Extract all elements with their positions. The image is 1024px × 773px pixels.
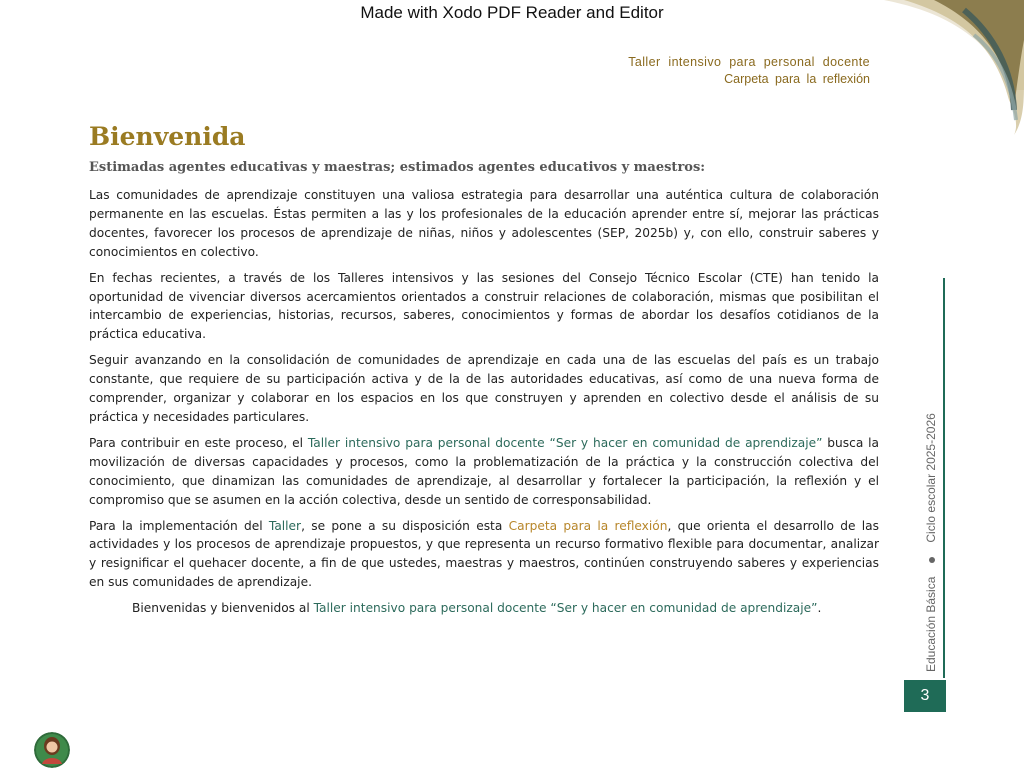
carpeta-ref: Carpeta para la reflexión xyxy=(508,518,668,533)
closing-line xyxy=(89,599,879,618)
p4-text-a: Para contribuir en este proceso, el xyxy=(89,435,308,450)
sidebar-rule xyxy=(943,278,945,678)
sidebar-level: Educación Básica xyxy=(924,576,938,672)
sidebar-cycle: Ciclo escolar 2025-2026 xyxy=(924,413,938,543)
corner-decoration xyxy=(864,0,1024,140)
running-header xyxy=(628,54,870,88)
closing-text-a: Bienvenidas y bienvenidos al xyxy=(132,601,314,616)
page-title: Bienvenida xyxy=(89,122,246,151)
greeting: Estimadas agentes educativas y maestras; estimados agentes educativos y maestros: xyxy=(89,160,706,175)
paragraph-4 xyxy=(89,434,879,510)
document-body xyxy=(89,186,879,625)
page-number: 3 xyxy=(904,680,946,712)
p5-text-c: , que orienta el desarrollo de las actividades y los procesos de aprendizaje propuestos, y que representa un recurso formativo flexible para documentar, analizar y resignificar el quehacer docente, a fin de que ustedes, maestras y maestros, continúen construyendo saberes y experiencias en sus comunidades de aprendizaje. xyxy=(89,518,879,590)
closing-workshop-ref: Taller intensivo para personal docente “Ser y hacer en comunidad de aprendizaje” xyxy=(313,601,818,616)
taller-ref: Taller xyxy=(268,518,302,533)
teacher-avatar-icon[interactable] xyxy=(34,732,70,768)
header-workshop: Taller intensivo para personal docente xyxy=(628,55,870,69)
paragraph-1: Las comunidades de aprendizaje constituyen una valiosa estrategia para desarrollar una auténtica cultura de colaboración permanente en las escuelas. Éstas permiten a las y los profesionales de la educación aprender entre sí, mejorar las prácticas docentes, favorecer los procesos de aprendizaje de niñas, niños y adolescentes (SEP, 2025b) y, con ello, construir saberes y conocimientos en colectivo. xyxy=(89,188,879,259)
bullet-dot-icon xyxy=(929,557,935,563)
p5-text-a: Para la implementación del xyxy=(89,518,269,533)
paragraph-3: Seguir avanzando en la consolidación de comunidades de aprendizaje en cada una de las escuelas del país es un trabajo constante, que requiere de su participación activa y de la de las autoridades educativas, así como de una nueva forma de comprender, organizar y colaborar en los espacios en los que construyen y aprenden en colectivo desde el análisis de su práctica y necesidades particulares. xyxy=(89,353,879,424)
p4-text-b: busca la movilización de diversas capacidades y procesos, como la problematización de la práctica y la construcción colectiva del conocimiento, que dinamizan las comunidades de aprendizaje, al desarrollar y fortalecer la participación, la reflexión y el compromiso que se asumen en la acción colectiva, desde un sentido de corresponsabilidad. xyxy=(89,435,879,507)
paragraph-2: En fechas recientes, a través de los Talleres intensivos y las sesiones del Consejo Técnico Escolar (CTE) han tenido la oportunidad de vivenciar diversos acercamientos orientados a construir relaciones de colaboración, mismas que posibilitan el intercambio de experiencias, historias, recursos, saberes, conocimientos y formas de abordar los desafíos cotidianos de la práctica educativa. xyxy=(89,270,879,342)
xodo-watermark: Made with Xodo PDF Reader and Editor xyxy=(360,3,664,22)
workshop-title-ref: Taller intensivo para personal docente “Ser y hacer en comunidad de aprendizaje” xyxy=(307,435,823,450)
paragraph-5 xyxy=(89,517,879,593)
p5-text-b: , se pone a su disposición esta xyxy=(301,518,509,533)
header-folder: Carpeta para la reflexión xyxy=(724,72,870,86)
closing-text-b: . xyxy=(817,601,822,616)
